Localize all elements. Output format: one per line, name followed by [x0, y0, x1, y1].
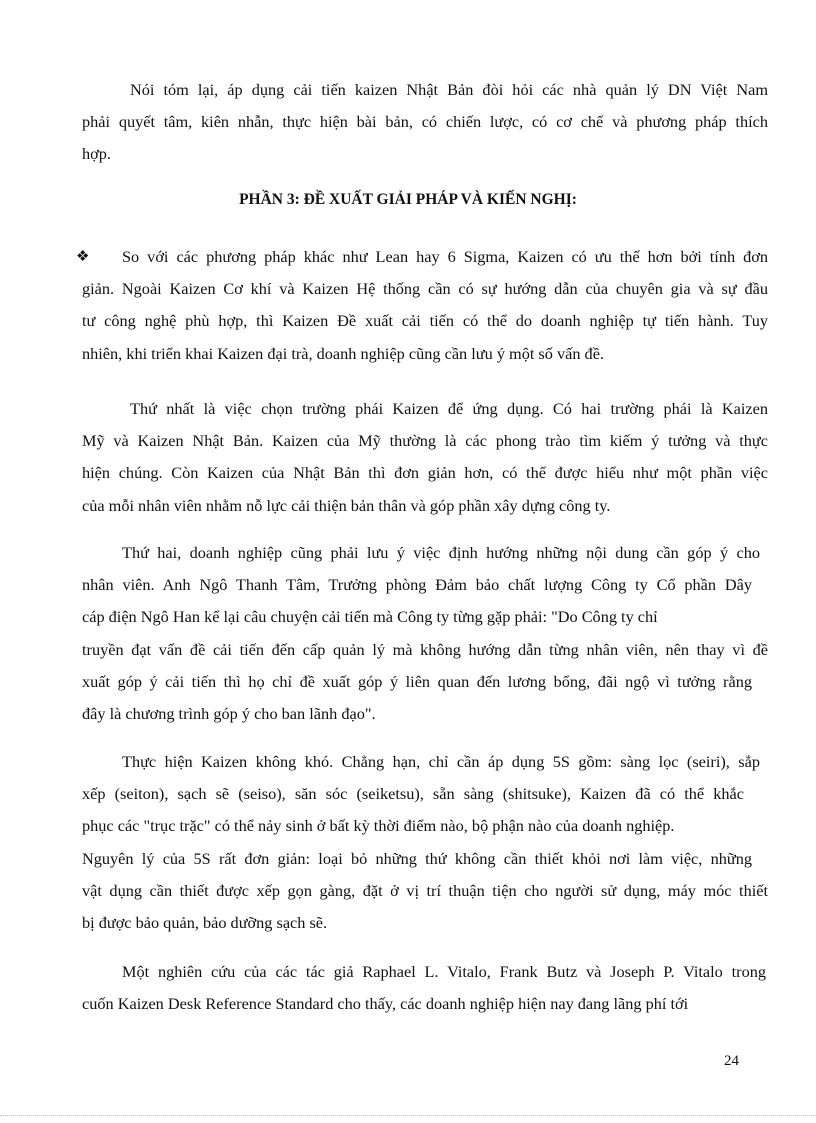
paragraph-1-line: hợp.	[82, 144, 111, 164]
paragraph-5-line: xếp (seiton), sạch sẽ (seiso), săn sóc (seiketsu), sẵn sàng (shitsuke), Kaizen đã có thể khắc	[82, 784, 744, 804]
paragraph-4-line: nhân viên. Anh Ngô Thanh Tâm, Trưởng phòng Đảm bảo chất lượng Công ty Cổ phần Dây	[82, 575, 752, 595]
paragraph-3-line: Mỹ và Kaizen Nhật Bản. Kaizen của Mỹ thường là các phong trào tìm kiếm ý tưởng và thực	[82, 431, 768, 451]
paragraph-5-line: vật dụng cần thiết được xếp gọn gàng, đặt ở vị trí thuận tiện cho người sử dụng, máy móc thiết	[82, 880, 768, 900]
paragraph-2-line: nhiên, khi triển khai Kaizen đại trà, doanh nghiệp cũng cần lưu ý một số vấn đề.	[82, 343, 604, 363]
paragraph-3-line: của mỗi nhân viên nhằm nỗ lực cải thiện bản thân và góp phần xây dựng công ty.	[82, 495, 611, 515]
paragraph-3-line: hiện chúng. Còn Kaizen của Nhật Bản thì đơn giản hơn, có thể được hiểu như một phần việc	[82, 463, 768, 483]
paragraph-4-line: xuất góp ý cải tiến thì họ chỉ đề xuất góp ý liên quan đến lương bổng, đãi ngộ vì tưởng rằng	[82, 671, 752, 691]
paragraph-5-line: Thực hiện Kaizen không khó. Chẳng hạn, chỉ cần áp dụng 5S gồm: sàng lọc (seiri), sắp	[122, 752, 760, 771]
page-number: 24	[724, 1053, 739, 1069]
paragraph-2-line: giản. Ngoài Kaizen Cơ khí và Kaizen Hệ thống cần có sự hướng dẫn của chuyên gia và sự đầu	[82, 279, 768, 299]
paragraph-4-line: truyền đạt vấn đề cải tiến đến cấp quản lý mà không hướng dẫn từng nhân viên, nên thay vì đề	[82, 639, 768, 659]
paragraph-1-line: Nói tóm lại, áp dụng cải tiến kaizen Nhật Bản đòi hỏi các nhà quản lý DN Việt Nam	[130, 80, 768, 99]
paragraph-4-line: đây là chương trình góp ý cho ban lãnh đạo".	[82, 704, 376, 723]
section-heading: PHẦN 3: ĐỀ XUẤT GIẢI PHÁP VÀ KIẾN NGHỊ:	[239, 191, 577, 208]
paragraph-5-line: Nguyên lý của 5S rất đơn giản: loại bỏ những thứ không cần thiết khỏi nơi làm việc, những	[82, 848, 752, 868]
page-bottom-divider	[0, 1115, 816, 1116]
paragraph-6-line: cuốn Kaizen Desk Reference Standard cho thấy, các doanh nghiệp hiện nay đang lãng phí tới	[82, 994, 689, 1014]
paragraph-4-line: Thứ hai, doanh nghiệp cũng phải lưu ý việc định hướng những nội dung cần góp ý cho	[122, 543, 760, 562]
paragraph-5-line: phục các "trục trặc" có thể nảy sinh ở bất kỳ thời điểm nào, bộ phận nào của doanh nghiệp.	[82, 816, 675, 836]
paragraph-3-line: Thứ nhất là việc chọn trường phái Kaizen để ứng dụng. Có hai trường phái là Kaizen	[130, 399, 768, 418]
paragraph-6-line: Một nghiên cứu của các tác giả Raphael L. Vitalo, Frank Butz và Joseph P. Vitalo trong	[122, 962, 766, 981]
paragraph-2-line: tư công nghệ phù hợp, thì Kaizen Đề xuất cải tiến có thể do doanh nghiệp tự tiến hành. Tuy	[82, 311, 768, 331]
paragraph-2-line: So với các phương pháp khác như Lean hay 6 Sigma, Kaizen có ưu thế hơn bởi tính đơn	[122, 247, 768, 266]
bullet-diamond-icon: ❖	[76, 249, 90, 265]
paragraph-4-line: cáp điện Ngô Han kể lại câu chuyện cải tiến mà Công ty từng gặp phải: "Do Công ty chỉ	[82, 607, 658, 627]
paragraph-1-line: phải quyết tâm, kiên nhẫn, thực hiện bài bản, có chiến lược, có cơ chế và phương pháp thích	[82, 112, 768, 132]
paragraph-5-line: bị được bảo quản, bảo dưỡng sạch sẽ.	[82, 913, 328, 932]
